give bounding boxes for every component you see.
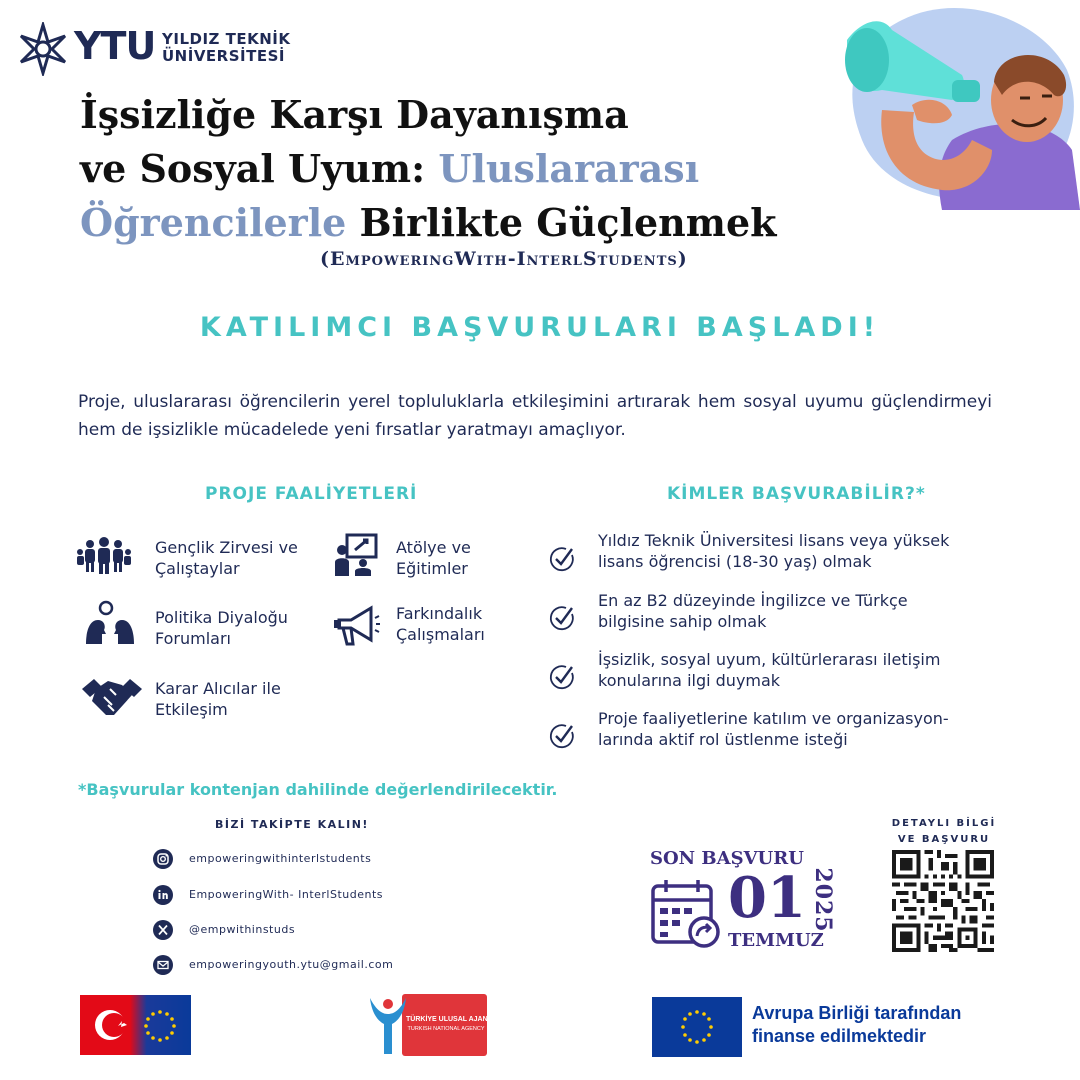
quota-note: *Başvurular kontenjan dahilinde değerlendirilecektir. [78, 780, 558, 799]
qr-code[interactable] [892, 850, 994, 952]
eu-funding-text: Avrupa Birliği tarafından finanse edilmektedir [752, 1003, 962, 1046]
activity-label: Politika Diyaloğu Forumları [155, 608, 288, 648]
handshake-icon [82, 675, 142, 719]
national-agency-logo: TÜRKİYE ULUSAL AJANSI TURKISH NATIONAL AGENCY [370, 994, 487, 1056]
check-circle-icon [548, 604, 576, 632]
page-title: İşsizliğe Karşı Dayanışma ve Sosyal Uyum: Uluslararası Öğrencilerle Birlikte Güçlenmek [80, 92, 777, 245]
turkey-eu-flag-icon [80, 995, 191, 1055]
dialogue-icon [84, 600, 136, 646]
eligibility-item: En az B2 düzeyinde İngilizce ve Türkçe bilgisine sahip olmak [598, 591, 908, 631]
presentation-icon [333, 532, 379, 578]
deadline-label: SON BAŞVURU [650, 848, 804, 869]
logo-university-name: YILDIZ TEKNİK ÜNİVERSİTESİ [162, 30, 291, 65]
check-circle-icon [548, 663, 576, 691]
people-group-icon [76, 534, 132, 576]
eligibility-item: İşsizlik, sosyal uyum, kültürlerarası iletişim konularına ilgi duymak [598, 650, 941, 690]
activity-label: Atölye ve Eğitimler [396, 538, 471, 578]
ytu-star-logo-icon [16, 22, 70, 76]
deadline-month: TEMMUZ [728, 930, 824, 951]
follow-us-heading: BİZİ TAKİPTE KALIN! [215, 818, 369, 831]
linkedin-icon [153, 885, 173, 905]
eligibility-item: Proje faaliyetlerine katılım ve organizasyon- larında aktif rol üstlenme isteği [598, 709, 949, 749]
eligibility-heading: KİMLER BAŞVURABİLİR?* [667, 484, 926, 504]
eligibility-item: Yıldız Teknik Üniversitesi lisans veya yüksek lisans öğrencisi (18-30 yaş) olmak [598, 531, 950, 571]
deadline-year: 2025 [810, 867, 836, 933]
activity-label: Farkındalık Çalışmaları [396, 604, 485, 644]
activities-heading: PROJE FAALİYETLERİ [205, 484, 418, 504]
instagram-icon [153, 849, 173, 869]
check-circle-icon [548, 545, 576, 573]
check-circle-icon [548, 722, 576, 750]
mail-icon [153, 955, 173, 975]
logo-short: YTU [74, 24, 156, 68]
deadline-day: 01 [728, 865, 806, 931]
qr-caption: DETAYLI BİLGİ VE BAŞVURU [891, 818, 997, 845]
x-logo-icon [153, 920, 173, 940]
activity-label: Karar Alıcılar ile Etkileşim [155, 679, 281, 719]
eu-flag-icon [652, 997, 742, 1057]
calendar-icon [650, 878, 724, 948]
intro-paragraph: Proje, uluslararası öğrencilerin yerel topluluklarla etkileşimini artırarak hem sosyal uyumu güçlendirmeyi hem de işsizlikle mücadelede yeni fırsatlar yaratmayı amaçlıyor. [78, 392, 992, 440]
megaphone-icon [331, 604, 381, 648]
activity-label: Gençlik Zirvesi ve Çalıştaylar [155, 538, 298, 578]
project-acronym: (EmpoweringWith-InterlStudents) [320, 248, 688, 270]
applications-open-headline: KATILIMCI BAŞVURULARI BAŞLADI! [199, 312, 881, 343]
